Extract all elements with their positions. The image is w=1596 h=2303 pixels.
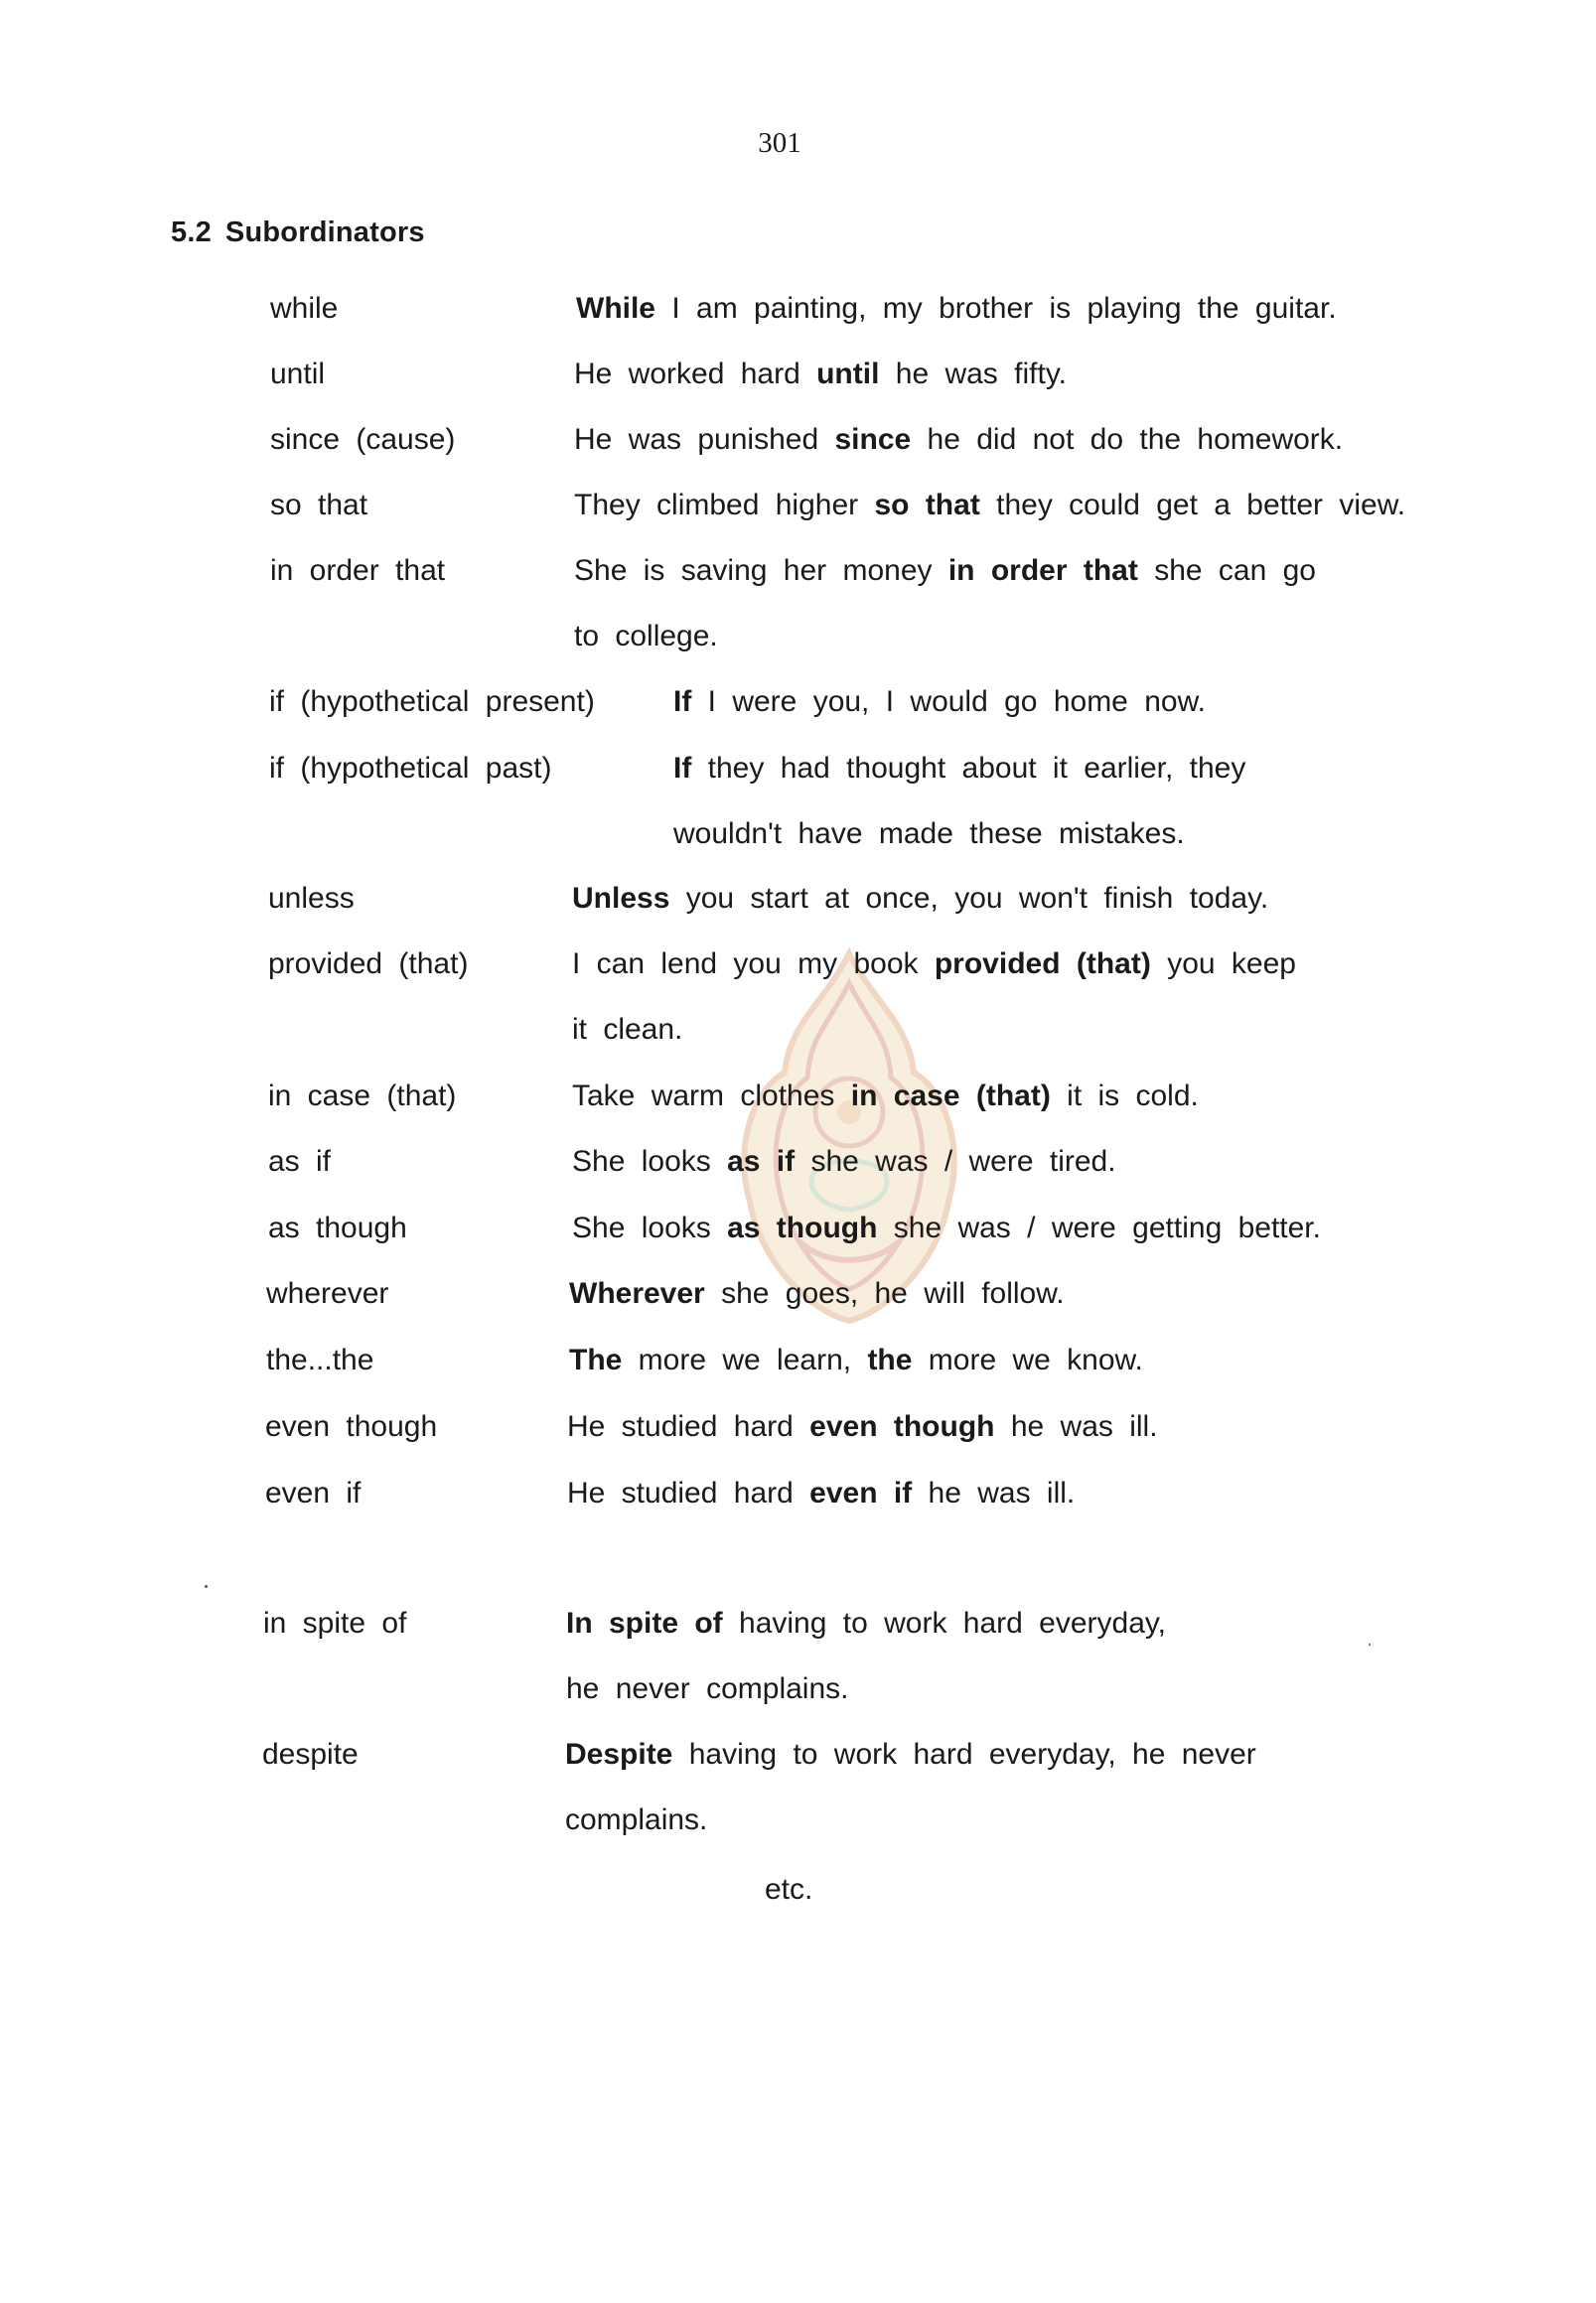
subordinator-term: while (270, 292, 339, 325)
section-number: 5.2 (171, 216, 212, 248)
subordinator-term: if (hypothetical past) (269, 752, 552, 785)
example-sentence-line (574, 360, 1067, 389)
sentence-text: they had thought about it earlier, they (691, 752, 1246, 785)
subordinator-term: as though (268, 1212, 407, 1244)
subordinator-highlight: If (673, 685, 692, 718)
sentence-text: I were you, I would go home now. (691, 685, 1206, 718)
example-sentence-line (565, 1805, 707, 1835)
sentence-text: I am painting, my brother is playing the guitar. (655, 292, 1337, 325)
subordinator-term: in order that (270, 554, 446, 587)
example-sentence-line (567, 1479, 1075, 1509)
page-number: 301 (758, 127, 801, 159)
sentence-text: he never complains. (566, 1672, 849, 1705)
subordinator-highlight: until (816, 358, 880, 390)
sentence-text: He worked hard (574, 358, 817, 390)
subordinator-term: provided (that) (268, 947, 469, 980)
subordinator-term: in case (that) (268, 1080, 457, 1112)
subordinator-term: so that (270, 489, 368, 521)
example-sentence-line (572, 949, 1296, 979)
sentence-text: complains. (565, 1803, 708, 1836)
institution-seal-watermark-icon (730, 943, 968, 1331)
subordinator-term: the...the (266, 1344, 374, 1376)
example-sentence-line (572, 1081, 1199, 1111)
sentence-text: more we learn, (622, 1344, 868, 1376)
subordinator-term: as if (268, 1145, 332, 1178)
example-sentence-line (576, 294, 1337, 324)
subordinator-highlight: even if (809, 1477, 913, 1510)
example-sentence-line (566, 1609, 1166, 1639)
example-sentence-line (567, 1412, 1158, 1442)
example-sentence-line (574, 556, 1316, 586)
sentence-text: to college. (574, 620, 718, 652)
example-sentence-line (572, 1147, 1116, 1177)
sentence-text: Take warm clothes (572, 1080, 851, 1112)
example-sentence-line (574, 425, 1343, 455)
subordinator-term: unless (268, 882, 355, 915)
subordinator-highlight: provided (that) (934, 947, 1151, 980)
subordinator-highlight: as if (727, 1145, 796, 1178)
example-sentence-line (572, 1015, 682, 1045)
subordinator-highlight: as though (727, 1212, 878, 1244)
example-sentence-line (572, 1214, 1321, 1243)
sentence-text: you keep (1150, 947, 1296, 980)
example-sentence-line (673, 819, 1185, 849)
sentence-text: He studied hard (567, 1477, 810, 1510)
example-sentence-line (673, 687, 1206, 717)
sentence-text: he did not do the homework. (911, 423, 1344, 456)
sentence-text: she goes, he will follow. (704, 1277, 1065, 1310)
example-sentence-line (565, 1740, 1256, 1770)
subordinator-highlight: in case (that) (850, 1080, 1051, 1112)
subordinator-highlight: Wherever (569, 1277, 705, 1310)
sentence-text: they could get a better view. (979, 489, 1406, 521)
subordinator-term: until (270, 358, 326, 390)
subordinator-highlight: In spite of (566, 1607, 723, 1640)
subordinator-term: wherever (266, 1277, 389, 1310)
sentence-text: He was punished (574, 423, 835, 456)
subordinator-term: since (cause) (270, 423, 456, 456)
sentence-text: it clean. (572, 1013, 683, 1046)
example-sentence-line (574, 491, 1405, 520)
sentence-text: They climbed higher (574, 489, 875, 521)
sentence-text: he was fifty. (879, 358, 1067, 390)
sentence-text: having to work hard everyday, he never (672, 1738, 1256, 1771)
section-heading (171, 216, 425, 249)
subordinator-highlight: Unless (572, 882, 670, 915)
scan-speck (205, 1585, 208, 1588)
subordinator-highlight: The (569, 1344, 623, 1376)
subordinator-highlight: While (576, 292, 655, 325)
subordinator-term: even though (265, 1410, 438, 1443)
subordinator-term: in spite of (263, 1607, 407, 1640)
sentence-text: it is cold. (1050, 1080, 1199, 1112)
subordinator-term: if (hypothetical present) (269, 685, 595, 718)
example-sentence-line (569, 1346, 1143, 1375)
sentence-text: more we know. (912, 1344, 1143, 1376)
subordinator-term: even if (265, 1477, 362, 1510)
scan-speck (1369, 1644, 1371, 1646)
example-sentence-line (566, 1674, 848, 1704)
sentence-text: She looks (572, 1212, 728, 1244)
sentence-text: having to work hard everyday, (722, 1607, 1166, 1640)
subordinator-highlight: Despite (565, 1738, 673, 1771)
subordinator-term: despite (262, 1738, 359, 1771)
sentence-text: he was ill. (912, 1477, 1076, 1510)
subordinator-highlight: even though (809, 1410, 995, 1443)
subordinator-highlight: in order that (947, 554, 1138, 587)
subordinator-highlight: If (673, 752, 692, 785)
footer-etc: etc. (765, 1873, 813, 1906)
example-sentence-line (569, 1279, 1065, 1309)
sentence-text: she was / were tired. (795, 1145, 1116, 1178)
section-title: Subordinators (224, 216, 425, 248)
sentence-text: I can lend you my book (572, 947, 935, 980)
sentence-text: wouldn't have made these mistakes. (673, 817, 1185, 850)
sentence-text: She is saving her money (574, 554, 948, 587)
example-sentence-line (574, 622, 718, 651)
sentence-text: she can go (1137, 554, 1316, 587)
example-sentence-line (673, 754, 1245, 784)
sentence-text: she was / were getting better. (877, 1212, 1321, 1244)
subordinator-highlight: so that (874, 489, 980, 521)
sentence-text: She looks (572, 1145, 728, 1178)
sentence-text: you start at once, you won't finish today. (669, 882, 1269, 915)
subordinator-highlight: since (834, 423, 912, 456)
sentence-text: he was ill. (994, 1410, 1158, 1443)
example-sentence-line (572, 884, 1268, 914)
subordinator-highlight: the (867, 1344, 913, 1376)
sentence-text: He studied hard (567, 1410, 810, 1443)
